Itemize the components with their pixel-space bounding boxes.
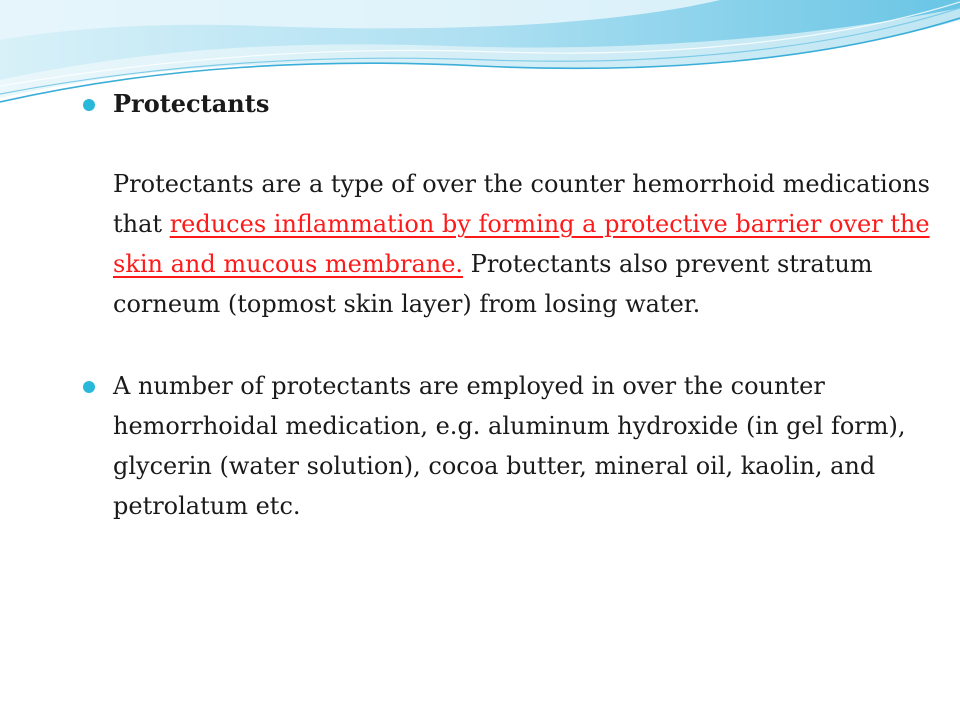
paragraph-text-start: Protectants are a type of over the counter hemorrhoid medications that: [113, 170, 930, 238]
highlighted-text: reduces inflammation by forming a protective barrier over the skin and mucous membrane.: [113, 210, 930, 278]
bullet-paragraph: A number of protectants are employed in over the counter hemorrhoidal medication, e.g. aluminum hydroxide (in gel form), glycerin (water solution), cocoa butter, mineral oil, kaolin, and petrolatum etc.: [113, 372, 906, 520]
bullet-item-protectants: [80, 84, 930, 324]
bullet-heading: Protectants: [113, 89, 270, 118]
slide-content: [80, 84, 930, 526]
bullet-paragraph: [113, 164, 930, 324]
bullet-dot-icon: [83, 381, 95, 393]
paragraph-text-end: Protectants also prevent stratum corneum (topmost skin layer) from losing water.: [113, 250, 873, 318]
bullet-item-examples: [80, 366, 930, 526]
bullet-dot-icon: [83, 99, 95, 111]
